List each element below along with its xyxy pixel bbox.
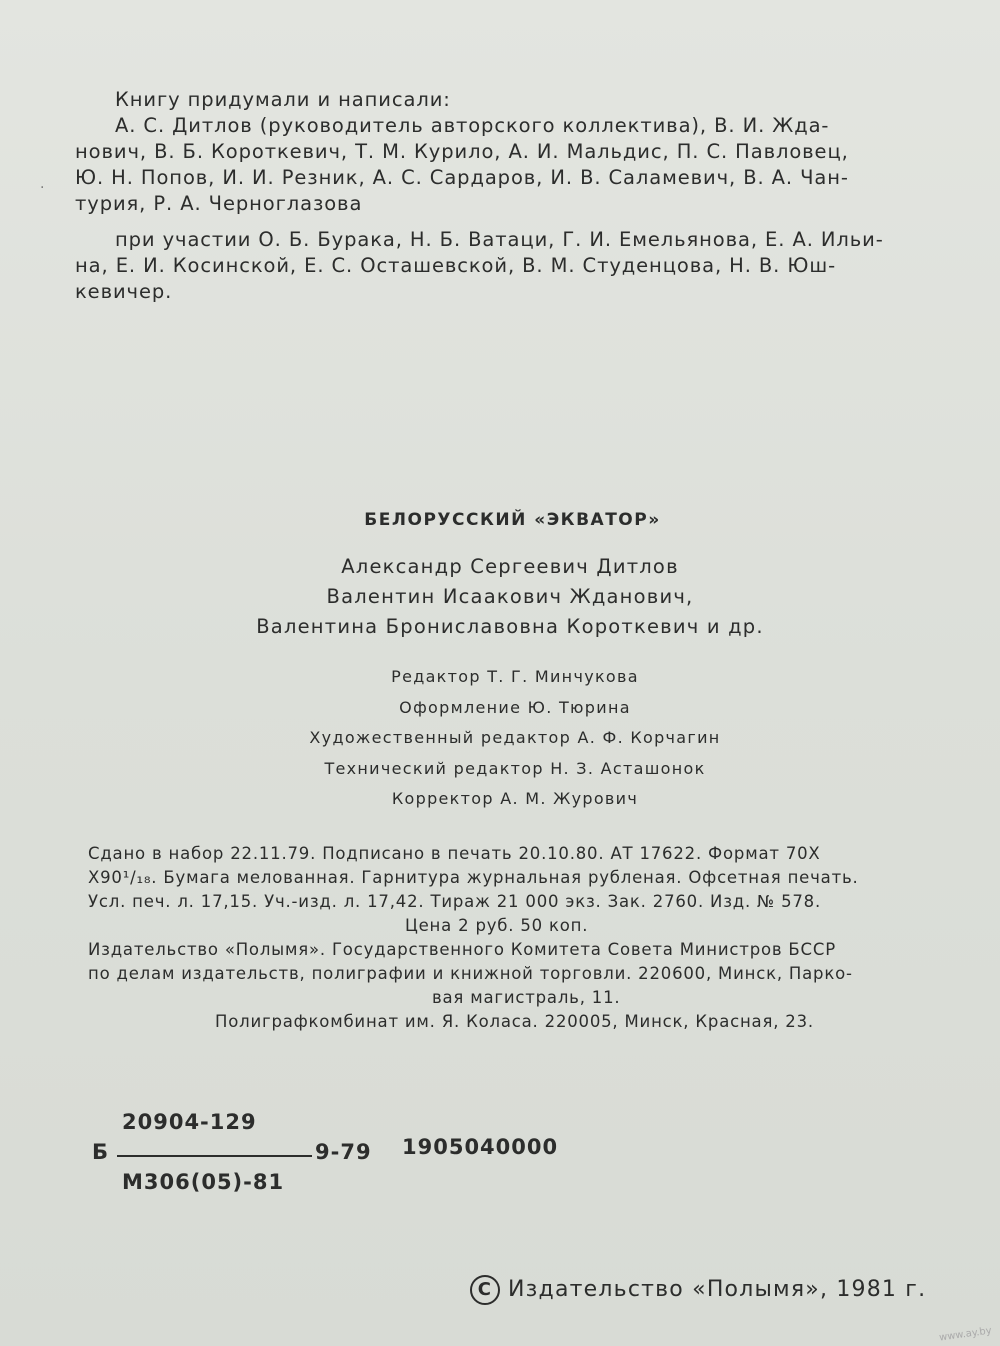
staff-credit: Редактор Т. Г. Минчукова: [391, 667, 639, 686]
staff-credit: Технический редактор Н. З. Асташонок: [324, 758, 706, 778]
participation-line: при участии О. Б. Бурака, Н. Б. Ватаци, Г. И. Емельянова, Е. А. Ильи-: [115, 228, 884, 251]
publisher-line: по делам издательств, полиграфии и книжной торговли. 220600, Минск, Парко-: [88, 964, 853, 983]
authors-line: Ю. Н. Попов, И. И. Резник, А. С. Сардаров, И. В. Саламевич, В. А. Чан-: [75, 166, 849, 189]
code-suffix: 9-79: [315, 1140, 372, 1164]
copyright-icon: C: [470, 1275, 500, 1305]
publisher-line: Издательство «Полымя». Государственного Комитета Совета Министров БССР: [88, 940, 836, 959]
code-prefix: Б: [92, 1140, 110, 1164]
code-number: 1905040000: [402, 1135, 559, 1159]
participation-line: на, Е. И. Косинской, Е. С. Осташевской, В. М. Студенцова, Н. В. Юш-: [75, 254, 837, 277]
fraction-rule: [117, 1155, 312, 1157]
author-name: Александр Сергеевич Дитлов: [341, 555, 679, 578]
book-title: БЕЛОРУССКИЙ «ЭКВАТОР»: [364, 510, 661, 530]
price-line: Цена 2 руб. 50 коп.: [405, 916, 589, 935]
authors-line: турия, Р. А. Черноглазова: [75, 192, 363, 215]
participation-line: кевичер.: [75, 280, 173, 303]
speck-mark: ·: [40, 180, 45, 196]
staff-credit: Оформление Ю. Тюрина: [399, 697, 631, 717]
imprint-line: Сдано в набор 22.11.79. Подписано в печать 20.10.80. АТ 17622. Формат 70Х: [88, 844, 821, 863]
copyright-text: Издательство «Полымя», 1981 г.: [508, 1277, 927, 1302]
author-name: Валентина Брониславовна Короткевич и др.: [256, 615, 764, 638]
copyright-line: [470, 1275, 926, 1305]
watermark: www.ay.by: [938, 1325, 993, 1344]
staff-credits: [0, 662, 1000, 815]
imprint-line: Усл. печ. л. 17,15. Уч.-изд. л. 17,42. Тираж 21 000 экз. Зак. 2760. Изд. № 578.: [88, 892, 822, 911]
authors-line: А. С. Дитлов (руководитель авторского коллектива), В. И. Жда-: [115, 114, 830, 137]
authors-line: нович, В. Б. Короткевич, Т. М. Курило, А. И. Мальдис, П. С. Павловец,: [75, 140, 849, 163]
imprint-line: Х90¹/₁₈. Бумага мелованная. Гарнитура журнальная рубленая. Офсетная печать.: [88, 868, 859, 887]
author-name: Валентин Исаакович Жданович,: [326, 585, 694, 608]
code-top: 20904-129: [122, 1110, 257, 1134]
code-bottom: М306(05)-81: [122, 1170, 285, 1194]
author-names: [0, 552, 1000, 642]
publisher-address-tail: вая магистраль, 11.: [432, 988, 621, 1007]
staff-credit: Художественный редактор А. Ф. Корчагин: [309, 728, 721, 747]
authors-intro: Книгу придумали и написали:: [115, 88, 451, 111]
staff-credit: Корректор А. М. Журович: [391, 789, 639, 808]
printer-line: Полиграфкомбинат им. Я. Коласа. 220005, Минск, Красная, 23.: [215, 1012, 814, 1031]
